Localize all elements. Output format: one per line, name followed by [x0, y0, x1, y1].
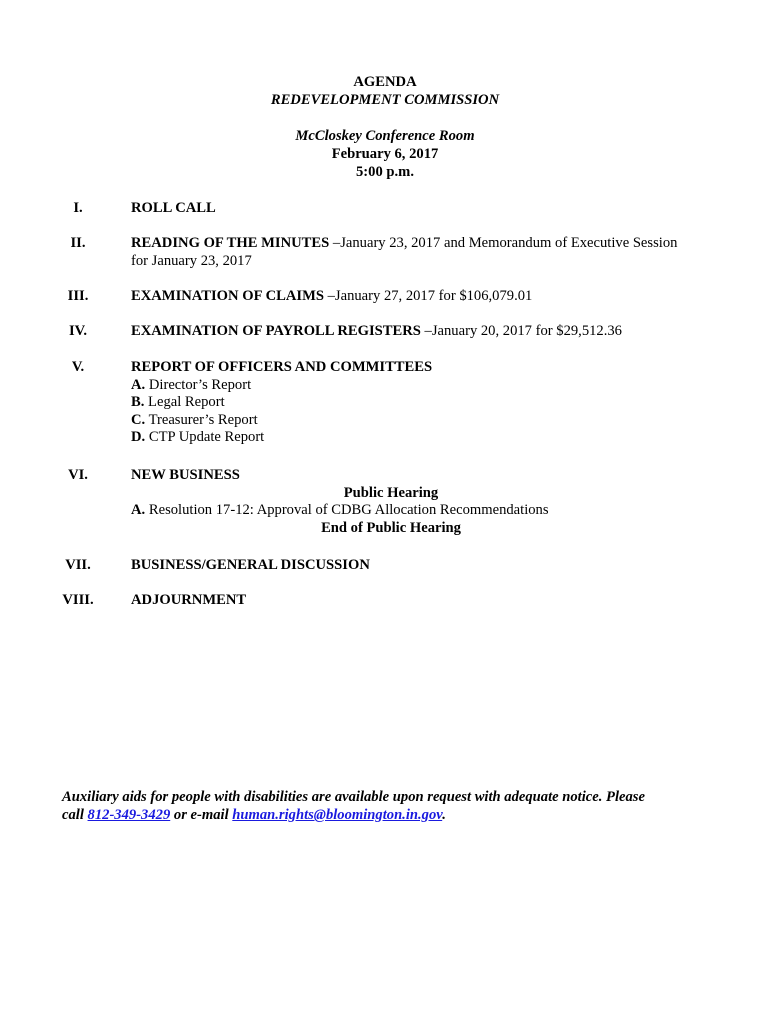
public-hearing-end: End of Public Hearing	[321, 519, 461, 536]
item-numeral: I.	[73, 200, 83, 216]
subitem-letter: B.	[131, 394, 145, 410]
public-hearing-start: Public Hearing	[343, 484, 439, 501]
agenda-title: AGENDA	[353, 74, 417, 90]
phone-link[interactable]: 812-349-3429	[87, 807, 171, 823]
item-detail: –January 20, 2017 for $29,512.36	[420, 323, 622, 339]
item-title: EXAMINATION OF CLAIMS	[131, 288, 324, 304]
email-link[interactable]: human.rights@bloomington.in.gov	[232, 807, 443, 823]
agenda-header	[0, 74, 770, 182]
meeting-date: February 6, 2017	[331, 146, 439, 162]
subitem-letter: A.	[131, 502, 146, 518]
accessibility-notice	[62, 788, 722, 824]
subitem-legal-report: Legal Report	[148, 394, 225, 410]
subitem-letter: A.	[131, 376, 146, 393]
item-numeral: VI.	[68, 467, 88, 483]
item-numeral: IV.	[69, 323, 87, 339]
item-numeral: V.	[71, 359, 85, 375]
item-numeral: VII.	[65, 557, 91, 573]
notice-call-text: call	[62, 807, 88, 823]
subitem-treasurers-report: Treasurer’s Report	[148, 411, 258, 428]
item-title: REPORT OF OFFICERS AND COMMITTEES	[131, 359, 433, 375]
item-numeral: III.	[67, 288, 89, 304]
item-title: BUSINESS/GENERAL DISCUSSION	[131, 557, 370, 573]
subitem-letter: D.	[131, 429, 146, 445]
item-title: ROLL CALL	[131, 200, 216, 216]
subitem-resolution: Resolution 17-12: Approval of CDBG Allocation Recommendations	[148, 502, 549, 518]
item-numeral: VIII.	[62, 592, 94, 608]
notice-end-text: .	[442, 807, 446, 823]
commission-name: REDEVELOPMENT COMMISSION	[270, 92, 500, 108]
notice-or-text: or e-mail	[170, 807, 233, 823]
item-title: EXAMINATION OF PAYROLL REGISTERS	[131, 323, 421, 339]
notice-text: Auxiliary aids for people with disabilities are available upon request with adequate notice. Please	[62, 789, 645, 805]
item-numeral: II.	[70, 235, 86, 251]
item-title: READING OF THE MINUTES	[131, 235, 330, 251]
item-detail-continued: for January 23, 2017	[131, 252, 252, 269]
subitem-letter: C.	[131, 411, 146, 428]
item-detail: –January 23, 2017 and Memorandum of Executive Session	[329, 235, 678, 251]
subitem-directors-report: Director’s Report	[148, 376, 252, 393]
item-title: ADJOURNMENT	[131, 592, 247, 608]
meeting-location: McCloskey Conference Room	[295, 128, 475, 144]
item-title: NEW BUSINESS	[131, 467, 240, 483]
meeting-time: 5:00 p.m.	[356, 164, 414, 180]
item-detail: –January 27, 2017 for $106,079.01	[323, 288, 533, 304]
subitem-ctp-update-report: CTP Update Report	[148, 429, 265, 445]
